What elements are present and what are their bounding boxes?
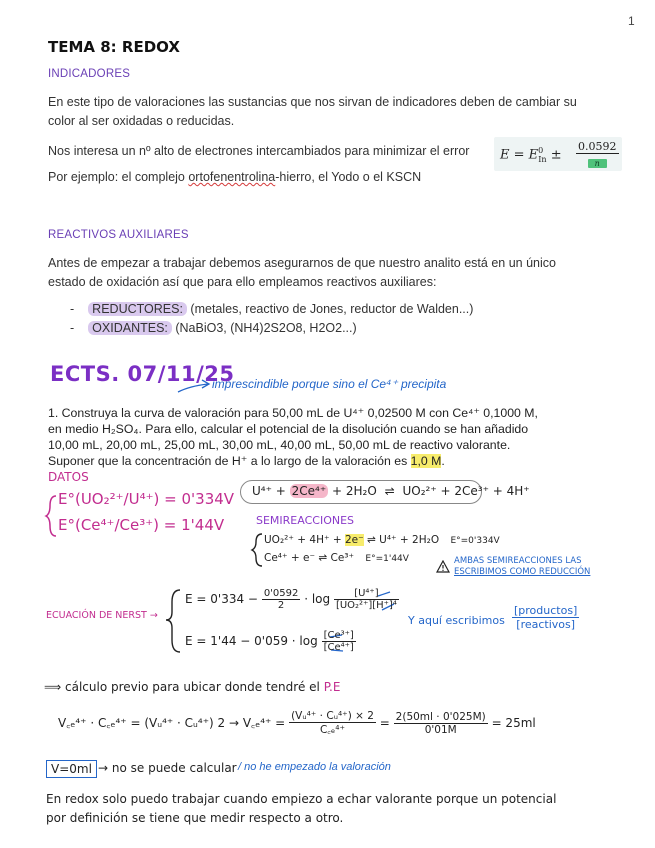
nernst-eq1 — [185, 588, 399, 611]
calculo-text: ⟹ cálculo previo para ubicar donde tendré el — [44, 680, 320, 694]
p3-before: Por ejemplo: el complejo — [48, 170, 189, 184]
problem-line4-before: Suponer que la concentración de H⁺ a lo largo de la valoración es — [48, 454, 411, 468]
formula-numerator: 0.0592 — [578, 140, 617, 153]
nernst-eq2-fnum: [Ce³⁺] — [323, 630, 354, 641]
v0-text: → no se puede calcular — [98, 761, 237, 775]
semi-line1-e: E°=0'334V — [450, 536, 500, 546]
calculo-eq-left: V꜀ₑ⁴⁺ · C꜀ₑ⁴⁺ = (Vᵤ⁴⁺ · Cᵤ⁴⁺) 2 → V꜀ₑ⁴⁺ = — [58, 716, 286, 730]
p3-wavy: ortofenentrolina — [188, 170, 276, 184]
semi-line2-eq: Ce⁴⁺ + e⁻ ⇌ Ce³⁺ — [264, 552, 355, 564]
datos-line1: E°(UO₂²⁺/U⁴⁺) = 0'334V — [58, 490, 235, 508]
reactivos-line2: estado de oxidación así que para ello empleamos reactivos auxiliares: — [48, 275, 437, 289]
reaction-left-highlight: 2Ce⁴⁺ — [291, 484, 327, 498]
nernst-label: ECUACIÓN DE NERST → — [46, 610, 158, 621]
datos-line2: E°(Ce⁴⁺/Ce³⁺) = 1'44V — [58, 516, 225, 534]
ects-heading: ECTS. 07/11/25 — [50, 362, 235, 386]
bullet-reductores: - REDUCTORES: (metales, reactivo de Jones, reductor de Walden...) — [70, 302, 474, 316]
problem-line4-after: . — [441, 454, 445, 468]
calculo-f2-den: 0'01M — [424, 724, 457, 736]
formula-lhs: E = E — [500, 147, 539, 163]
reaction-left-a: U⁴⁺ + — [252, 484, 290, 498]
formula-pm: ± — [550, 147, 562, 163]
formula-denominator: n — [588, 159, 607, 168]
reaction-arrow: ⇌ — [384, 484, 395, 498]
v0-box: V=0ml — [46, 760, 97, 778]
calculo-equation — [58, 710, 536, 737]
global-reaction — [252, 484, 530, 498]
indicadores-p1-line2: color al ser oxidadas o reducidas. — [48, 114, 235, 128]
warning-line2: ESCRIBIMOS COMO REDUCCIÓN — [454, 567, 591, 577]
datos-label: DATOS — [48, 470, 89, 484]
semi-line1-a: UO₂²⁺ + 4H⁺ + — [264, 534, 345, 546]
indicadores-paragraph-2: Nos interesa un nº alto de electrones intercambiados para minimizar el error — [48, 144, 470, 158]
nernst-eq2-fden: [Ce⁴⁺] — [323, 642, 354, 653]
nernst-eq1-fnum: [U⁴⁺] — [334, 588, 399, 600]
final-line1: En redox solo puedo trabajar cuando empiezo a echar valorante porque un potencial — [46, 792, 557, 806]
formula-sup: 0 — [538, 146, 544, 155]
semi-line1-b: ⇌ U⁴⁺ + 2H₂O — [363, 534, 440, 546]
oxidantes-text: (NaBiO3, (NH4)2S2O8, H2O2...) — [171, 321, 357, 335]
reaction-left-b: + 2H₂O — [328, 484, 377, 498]
nernst-eq1-log: · log — [304, 592, 331, 606]
nernst-eq2-a: E = 1'44 − 0'059 · log — [185, 634, 318, 648]
reactivos-line1: Antes de empezar a trabajar debemos asegurarnos de que nuestro analito está en un único — [48, 256, 556, 270]
warning-icon — [436, 560, 450, 578]
calculo-f1-den: C꜀ₑ⁴⁺ — [319, 724, 346, 736]
nernst-note: Y aquí escribimos — [408, 614, 505, 627]
calculo-eq-sign: = — [379, 716, 390, 730]
calculo-f1-num: (Vᵤ⁴⁺ · Cᵤ⁴⁺) × 2 — [291, 710, 374, 722]
section-heading-reactivos: REACTIVOS AUXILIARES — [48, 229, 189, 241]
calculo-f2-num: 2(50ml · 0'025M) — [395, 711, 486, 723]
nernst-eq1-num: 0'0592 — [263, 588, 299, 599]
nernst-eq1-a: E = 0'334 − — [185, 592, 258, 606]
semi-line2-e: E°=1'44V — [365, 554, 409, 564]
semi-line1-highlight: 2e⁻ — [344, 534, 364, 546]
indicadores-p1-line1: En este tipo de valoraciones las sustancias que nos sirvan de indicadores deben de cambiar su — [48, 95, 577, 109]
nernst-eq2 — [185, 630, 356, 653]
problem-line1: 1. Construya la curva de valoración para 50,00 mL de U⁴⁺ 0,02500 M con Ce⁴⁺ 0,1000 M, — [48, 406, 538, 420]
problem-statement — [48, 405, 538, 469]
nernst-note-num: [productos] — [514, 604, 578, 617]
calculo-result: = 25ml — [491, 716, 536, 730]
page-title: TEMA 8: REDOX — [48, 38, 180, 56]
p3-after: -hierro, el Yodo o el KSCN — [275, 170, 422, 184]
nernst-eq1-fden: [UO₂²⁺][H⁺]⁴ — [335, 600, 397, 611]
reaction-right: UO₂²⁺ + 2Ce³⁺ + 4H⁺ — [402, 484, 530, 498]
semi-label: SEMIREACCIONES — [256, 514, 355, 527]
nernst-eq1-den: 2 — [277, 600, 285, 611]
reductores-text: (metales, reactivo de Jones, reductor de Walden...) — [186, 302, 474, 316]
bullet-oxidantes: - OXIDANTES: (NaBiO3, (NH4)2S2O8, H2O2...) — [70, 321, 357, 335]
nernst-note-den: [reactivos] — [516, 618, 576, 631]
nernst-note-frac — [512, 604, 579, 631]
oxidantes-label: OXIDANTES: — [88, 321, 172, 335]
calculo-pe: P.E — [323, 680, 341, 694]
formula-sub: In — [538, 154, 547, 164]
page-number: 1 — [628, 14, 635, 28]
calculo-heading — [44, 680, 340, 694]
reductores-label: REDUCTORES: — [88, 302, 187, 316]
problem-line2: en medio H₂SO₄. Para ello, calcular el potencial de la disolución cuando se han añadido — [48, 422, 529, 436]
semi-line2 — [264, 552, 409, 564]
final-line2: por definición se tiene que medir respecto a otro. — [46, 811, 344, 825]
problem-line3: 10,00 mL, 20,00 mL, 25,00 mL, 30,00 mL, 40,00 mL, 50,00 mL de reactivo valorante. — [48, 438, 511, 452]
semi-line1 — [264, 534, 500, 546]
problem-line4-highlight: 1,0 M — [410, 454, 442, 468]
ects-note: imprescindible porque sino el Ce⁴⁺ precipita — [212, 377, 447, 391]
warning-line1: AMBAS SEMIREACCIONES LAS — [454, 556, 582, 566]
final-paragraph — [46, 790, 556, 828]
warning-note — [454, 556, 590, 578]
v0-note: / no he empezado la valoración — [238, 761, 391, 773]
section-heading-indicadores: INDICADORES — [48, 68, 131, 80]
